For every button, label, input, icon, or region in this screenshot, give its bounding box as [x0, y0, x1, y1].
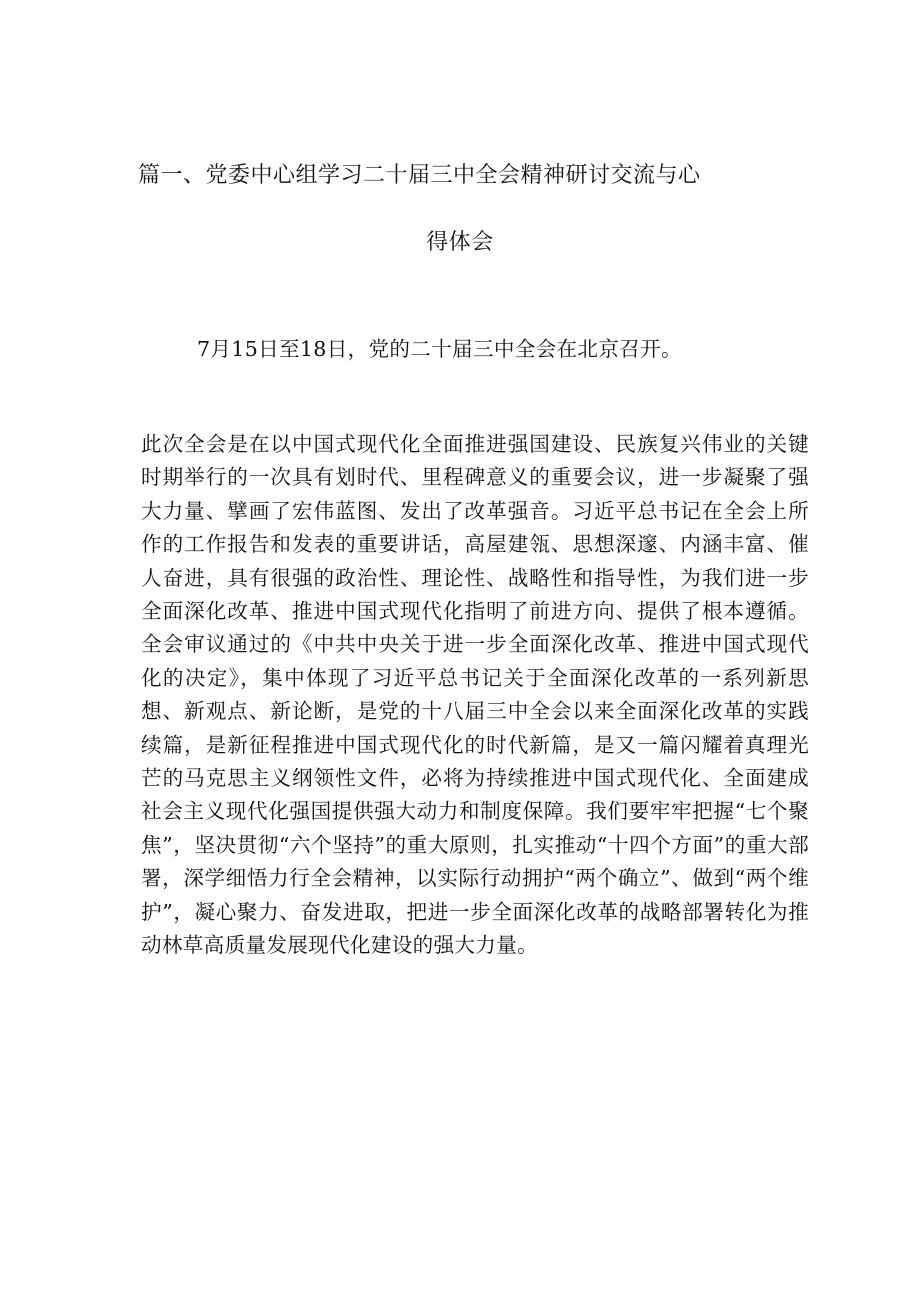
document-title-line-2: 得体会	[426, 230, 494, 255]
paragraph-body: 此次全会是在以中国式现代化全面推进强国建设、民族复兴伟业的关键时期举行的一次具有划时代、里程碑意义的重要会议，进一步凝聚了强大力量、擘画了宏伟蓝图、发出了改革强音。习近平总书记在全会上所作的工作报告和发表的重要讲话，高屋建瓴、思想深邃、内涵丰富、催人奋进，具有很强的政治性、理论性、战略性和指导性，为我们进一步全面深化改革、推进中国式现代化指明了前进方向、提供了根本遵循。全会审议通过的《中共中央关于进一步全面深化改革、推进中国式现代化的决定》，集中体现了习近平总书记关于全面深化改革的一系列新思想、新观点、新论断，是党的十八届三中全会以来全面深化改革的实践续篇，是新征程推进中国式现代化的时代新篇，是又一篇闪耀着真理光芒的马克思主义纲领性文件，必将为持续推进中国式现代化、全面建成社会主义现代化强国提供强大动力和制度保障。我们要牢牢把握“七个聚焦”，坚决贯彻“六个坚持”的重大原则，扎实推动“十四个方面”的重大部署，深学细悟力行全会精神，以实际行动拥护“两个确立”、做到“两个维护”，凝心聚力、奋发进取，把进一步全面深化改革的战略部署转化为推动林草高质量发展现代化建设的强大力量。	[141, 432, 809, 958]
paragraph-first-line: 7月15日至18日，党的二十届三中全会在北京召开。	[197, 337, 682, 361]
document-title-line-1: 篇一、党委中心组学习二十届三中全会精神研讨交流与心	[138, 163, 701, 188]
document-body	[141, 337, 809, 963]
